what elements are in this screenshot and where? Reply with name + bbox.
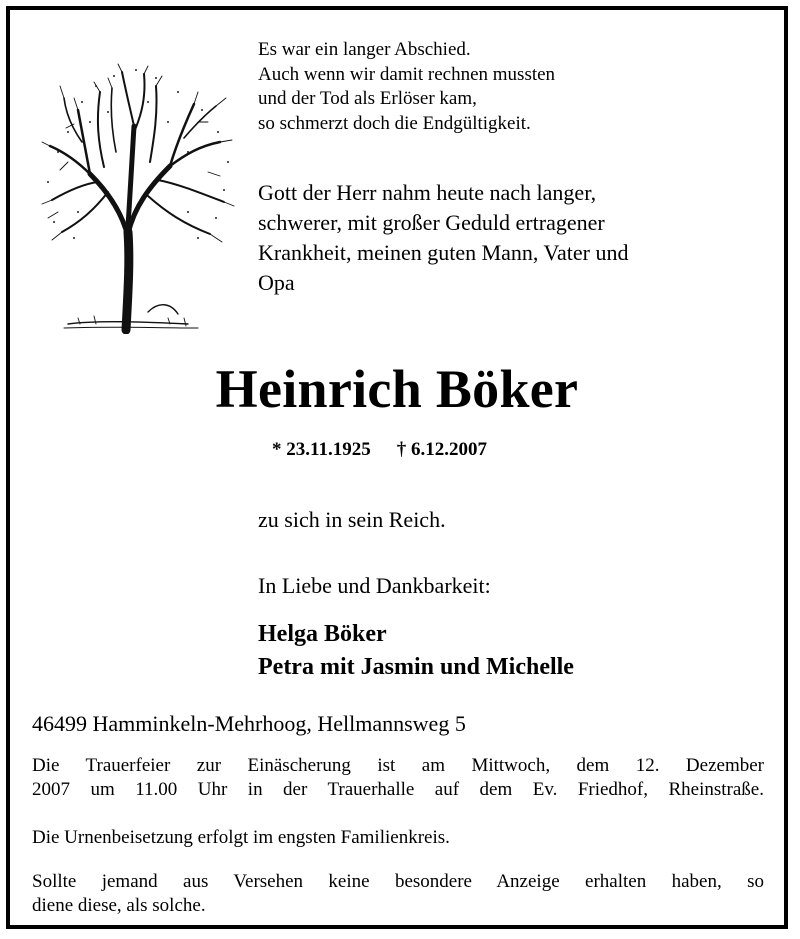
notice-line: diene diese, als solche.: [32, 895, 206, 916]
family-names: [258, 618, 574, 684]
poem-line: Es war ein langer Abschied.: [258, 39, 471, 60]
obituary-notice: [6, 6, 788, 929]
family-member: Helga Böker: [258, 621, 387, 647]
poem: [258, 38, 555, 136]
family-member: Petra mit Jasmin und Michelle: [258, 654, 574, 680]
death-date: † 6.12.2007: [396, 439, 487, 460]
intro-text: [258, 178, 758, 298]
dedication-text: In Liebe und Dankbarkeit:: [258, 573, 491, 598]
intro-line: Gott der Herr nahm heute nach langer,: [258, 180, 597, 205]
ceremony-paragraph: [32, 754, 764, 802]
life-dates: [272, 438, 487, 462]
urn-line: Die Urnenbeisetzung erfolgt im engsten Familienkreis.: [32, 827, 450, 848]
notice-line: Sollte jemand aus Versehen keine besondere Anzeige erhalten haben, so: [32, 871, 764, 892]
birth-date: * 23.11.1925: [272, 439, 371, 460]
urn-paragraph: [32, 826, 764, 850]
poem-line: Auch wenn wir damit rechnen mussten: [258, 63, 556, 85]
intro-line: Opa: [258, 270, 295, 295]
intro-line: schwerer, mit großer Geduld ertragener: [258, 210, 605, 235]
reich-text: zu sich in sein Reich.: [258, 507, 446, 532]
notice-paragraph: [32, 870, 764, 918]
ceremony-line: Die Trauerfeier zur Einäscherung ist am Mittwoch, dem 12. Dezember: [32, 755, 764, 776]
address: 46499 Hamminkeln-Mehrhoog, Hellmannsweg 5: [32, 711, 466, 736]
intro-line: Krankheit, meinen guten Mann, Vater und: [258, 240, 629, 265]
poem-line: und der Tod als Erlöser kam,: [258, 88, 477, 109]
deceased-name: Heinrich Böker: [215, 359, 579, 419]
tree-icon: [38, 62, 238, 334]
poem-line: so schmerzt doch die Endgültigkeit.: [258, 112, 531, 134]
ceremony-line: 2007 um 11.00 Uhr in der Trauerhalle auf dem Ev. Friedhof, Rheinstraße.: [32, 779, 764, 800]
